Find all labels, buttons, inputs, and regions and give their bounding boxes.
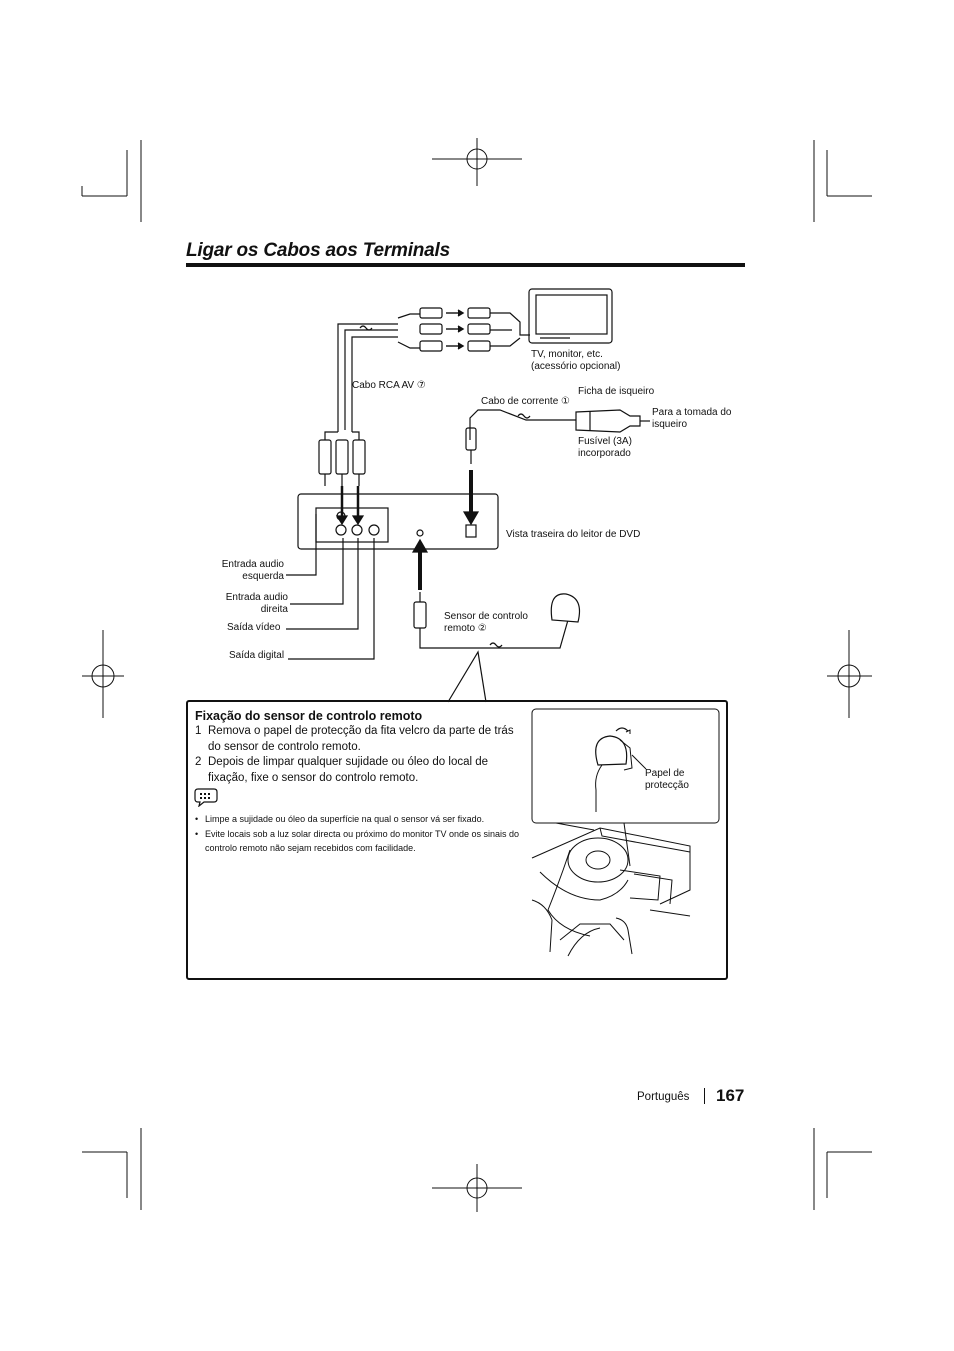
note-text: Limpe a sujidade ou óleo da superfície na qual o sensor vá ser fixado. — [205, 814, 485, 824]
label-saida-video: Saída vídeo — [227, 622, 281, 633]
note-text: Evite locais sob a luz solar directa ou próximo do monitor TV onde os sinais do controlo remoto não sejam recebidos com facilidade. — [205, 829, 519, 853]
label-vista: Vista traseira do leitor de DVD — [506, 529, 641, 540]
step-number: 1 — [195, 725, 202, 737]
label-audio-direita: Entrada audio direita — [225, 592, 288, 615]
note-1: • Limpe a sujidade ou óleo da superfície na qual o sensor vá ser fixado. — [195, 812, 525, 826]
label-ficha: Ficha de isqueiro — [578, 386, 655, 397]
label-fusivel: Fusível (3A) incorporado — [578, 436, 632, 459]
label-saida-digital: Saída digital — [229, 650, 285, 661]
box-title: Fixação do sensor de controlo remoto — [195, 709, 423, 723]
note-2: • Evite locais sob a luz solar directa ou próximo do monitor TV onde os sinais do controlo remoto não sejam recebidos com facilidade. — [195, 827, 525, 855]
footer-language: Português — [637, 1091, 690, 1103]
step-text: Depois de limpar qualquer sujidade ou óleo do local de fixação, fixe o sensor do controlo remoto. — [208, 756, 489, 784]
label-papel: Papel de protecção — [645, 768, 689, 791]
label-tv: TV, monitor, etc. (acessório opcional) — [531, 349, 621, 372]
label-cabo-corrente: Cabo de corrente ① — [481, 396, 571, 407]
page-number: 167 — [716, 1086, 745, 1105]
page-title: Ligar os Cabos aos Terminals — [186, 240, 450, 261]
label-sensor: Sensor de controlo remoto ② — [444, 611, 528, 634]
step-number: 2 — [195, 756, 202, 768]
footer-separator — [704, 1088, 705, 1104]
label-audio-esquerda: Entrada audio esquerda — [221, 559, 284, 582]
step-text: Remova o papel de protecção da fita velcro da parte de trás do sensor de controlo remoto. — [208, 725, 514, 753]
label-cabo-rca: Cabo RCA AV ⑦ — [352, 380, 426, 391]
label-tomada: Para a tomada do isqueiro — [652, 407, 732, 430]
